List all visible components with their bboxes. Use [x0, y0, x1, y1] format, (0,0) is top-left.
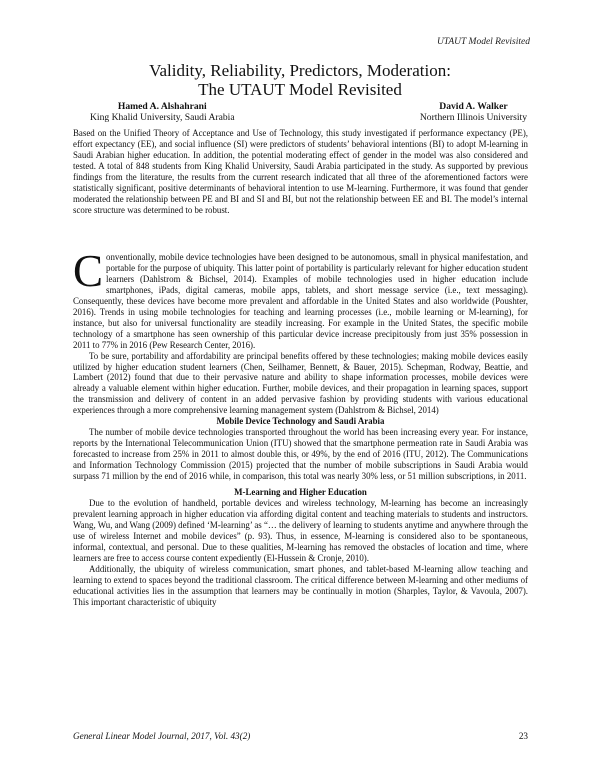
title-line-2: The UTAUT Model Revisited: [198, 80, 402, 99]
author-1: [90, 101, 235, 123]
intro-paragraph-1-text: onventionally, mobile device technologies have been designed to be autonomous, small in physical manifestation, and portable for the purpose of ubiquity. This latter point of portability is particularly relevant for higher education student learners (Dahlstrom & Bichsel, 2014). Examples of mobile technologies used in higher education include smartphones, iPads, digital cameras, mobile apps, tablets, and short message service (i.e., text messaging). Consequently, these devices have become more prevalent and affordable in the United States and also worldwide (Poushter, 2016). Trends in using mobile technologies for teaching and learning processes (i.e., mobile learning or M-learning), for instance, but also for universal functionality are steadily increasing. For example in the United States, the specific mobile technology of a smartphone has seen ownership of this particular device increase precipitously from just 35% possession in 2011 to 77% in 2016 (Pew Research Center, 2016).: [73, 252, 528, 350]
drop-cap: C: [73, 246, 104, 296]
author-block: [90, 101, 527, 123]
paper-title: [0, 61, 600, 99]
author-affiliation: Northern Illinois University: [419, 112, 527, 123]
author-name: Hamed A. Alshahrani: [117, 101, 207, 112]
section-2-paragraph-2: Additionally, the ubiquity of wireless communication, smart phones, and tablet-based M-learning allow teaching and learning to extend to spaces beyond the traditional classroom. The critical difference between M-learning and other mediums of educational activities lies in the assumption that learners may be continually in motion (Sharples, Taylor, & Vavoula, 2007). This important characteristic of ubiquity: [73, 563, 528, 607]
title-line-1: Validity, Reliability, Predictors, Moderation:: [149, 61, 451, 80]
section-heading-m-learning: M-Learning and Higher Education: [234, 487, 367, 498]
running-head: UTAUT Model Revisited: [436, 37, 530, 47]
abstract: Based on the Unified Theory of Acceptance and Use of Technology, this study investigated if performance expectancy (PE), effort expectancy (EE), and social influence (SI) were predictors of students’ behavioral intentions (BI) to adopt M-learning in Saudi Arabian higher education. In addition, the potential moderating effect of gender in the model was also considered and tested. A total of 848 students from King Khalid University, Saudi Arabia participated in the study. As supported by previous findings from the literature, the results from the current research indicated that all three of the aforementioned factors were statistically significant, positive determinants of behavioral intention to use M-learning. Furthermore, it was found that gender moderated the relationship between PE and BI and SI and BI, but not the relationship between EE and BI. The model’s internal score structure was determined to be robust.: [73, 128, 528, 215]
main-body: [73, 246, 528, 608]
author-2: [420, 101, 527, 123]
footer-journal: General Linear Model Journal, 2017, Vol. 43(2): [73, 731, 251, 741]
intro-paragraph-2: To be sure, portability and affordability are principal benefits offered by these technologies; making mobile devices easily utilized by higher education student learners (Chen, Seilhamer, Bennett, & Bauer, 2015). Schepman, Rodway, Beattie, and Lambert (2012) found that due to their pervasive nature and ability to shape information processes, mobile devices were already a valuable element within higher education. Further, mobile devices, and their propagation in learning spaces, support the transmission and delivery of content in an added pervasive fashion by providing students with various educational experiences through a more comprehensive learning management system (Dahlstrom & Bichsel, 2014): [73, 350, 528, 416]
page-number: 23: [518, 731, 528, 741]
author-name: David A. Walker: [439, 101, 508, 112]
section-2-paragraph-1: Due to the evolution of handheld, portable devices and wireless technology, M-learning has become an increasingly prevalent learning approach in higher education via affording digital content and teaching materials to students and instructors. Wang, Wu, and Wang (2009) defined ‘M-learning’ as “… the delivery of learning to students anytime and anywhere through the use of wireless Internet and mobile devices” (p. 93). Thus, in essence, M-learning is considered also to be spontaneous, informal, contextual, and personal. Due to these qualities, M-learning has removed the obstacles of location and time, where learners are free to access course content expediently (El-Hussein & Cronje, 2010).: [73, 497, 528, 563]
page-footer: [73, 731, 528, 741]
section-heading-mobile-device-technology: Mobile Device Technology and Saudi Arabia: [216, 416, 385, 427]
intro-paragraph-1: [73, 246, 528, 351]
section-1-paragraph-1: The number of mobile device technologies transported throughout the world has been increasing every year. For instance, reports by the International Telecommunication Union (ITU) showed that the smartphone permeation rate in Saudi Arabia was forecasted to increase from 25% in 2011 to almost double this, or 49%, by the end of 2016 (ITU, 2012). The Communications and Information Technology Commission (2015) projected that the number of mobile subscriptions in Saudi Arabia would surpass 71 million by the end of 2016 while, in comparison, this total was nearly 30% less, or 51 million subscriptions, in 2011.: [73, 427, 528, 482]
author-affiliation: King Khalid University, Saudi Arabia: [90, 112, 235, 123]
